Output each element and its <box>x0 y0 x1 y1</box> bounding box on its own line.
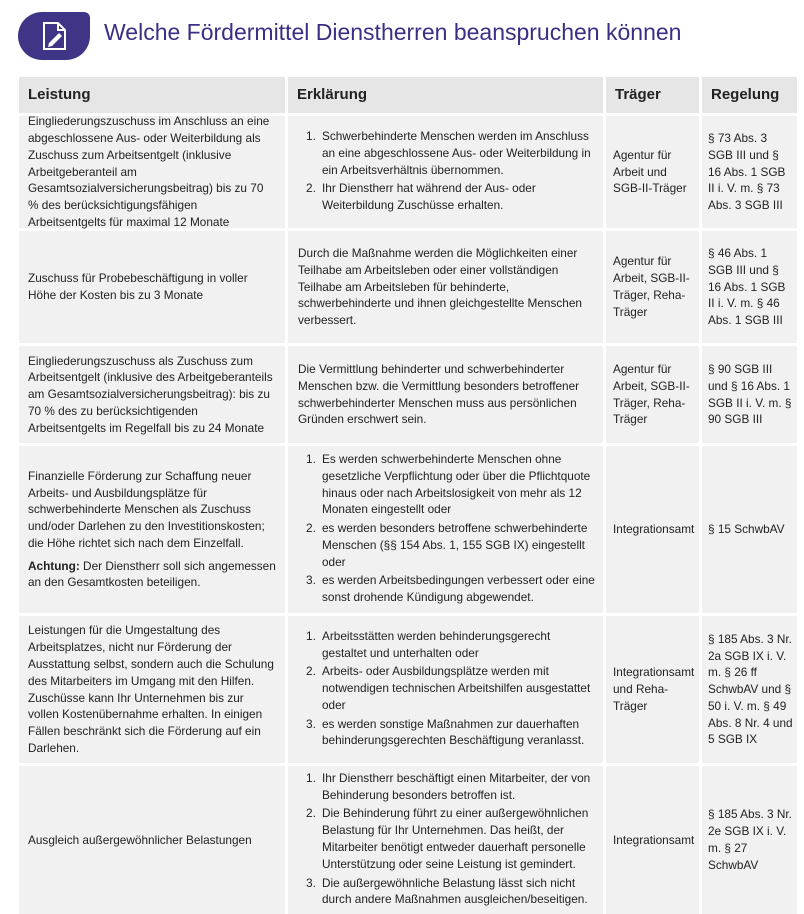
list-item: Ihr Dienstherr beschäftigt einen Mitarbeiter, der von Behinderung besonders betroffen ist. <box>322 770 591 802</box>
column-header-traeger: Träger <box>606 77 699 113</box>
erklaerung-cell <box>288 766 603 914</box>
condition-list <box>298 128 595 216</box>
erklaerung-cell: Die Vermittlung behinderter und schwerbehinderter Menschen bzw. die Vermittlung besonders betroffener schwerbehinderter Menschen muss aus persönlichen Gründen erschwert sein. <box>288 346 603 443</box>
leistung-cell: Eingliederungszuschuss als Zuschuss zum Arbeitsentgelt (inklusive des Arbeitgeberanteils am Gesamtsozialversicherungsbeitrag): bis zu 70 % des zu berücksichtigenden Arbeitsentgelts im Regelfall bis zu 24 Monate <box>19 346 285 443</box>
leistung-cell: Ausgleich außergewöhnlicher Belastungen <box>19 766 285 914</box>
regelung-cell: § 15 SchwbAV <box>702 446 797 613</box>
leistung-cell: Eingliederungszuschuss im Anschluss an eine abgeschlossene Aus- oder Weiterbildung als Zuschuss zum Arbeitsentgelt (inklusive Arbeitgeberanteil am Gesamtsozialversicherungsbeitrag) bis zu 70 % des berücksichtigungsfähigen Arbeitsentgelts für maximal 12 Monate <box>19 116 285 228</box>
list-item: es werden Arbeitsbedingungen verbessert oder eine sonst drohende Kündigung abgewendet. <box>322 573 595 605</box>
condition-list <box>298 628 595 752</box>
column-header-leistung: Leistung <box>19 77 285 113</box>
erklaerung-cell: Durch die Maßnahme werden die Möglichkeiten einer Teilhabe am Arbeitsleben oder einer vollständigen Teilhabe am Arbeitsleben für behinderte, schwerbehinderte und ihnen gleichgestellte Menschen verbessert. <box>288 231 603 343</box>
list-item: es werden sonstige Maßnahmen zur dauerhaften behinderungsgerechten Beschäftigung veranlasst. <box>322 716 585 748</box>
traeger-cell: Agentur für Arbeit, SGB-II-Träger, Reha-Träger <box>606 231 699 343</box>
page-header <box>0 0 804 70</box>
document-edit-icon <box>18 12 90 60</box>
leistung-cell: Zuschuss für Probebeschäftigung in voller Höhe der Kosten bis zu 3 Monate <box>19 231 285 343</box>
regelung-cell: § 90 SGB III und § 16 Abs. 1 SGB II i. V. m. § 90 SGB III <box>702 346 797 443</box>
list-item: Die Behinderung führt zu einer außergewöhnlichen Belastung für Ihr Unternehmen. Das heißt, der Mitarbeiter benötigt entweder dauerhaft personelle Unterstützung oder seine Leistung ist gemindert. <box>322 806 589 871</box>
list-item: Ihr Dienstherr hat während der Aus- oder Weiterbildung Zuschüsse erhalten. <box>322 181 536 213</box>
erklaerung-cell <box>288 446 603 613</box>
erklaerung-cell <box>288 116 603 228</box>
table-row <box>19 116 797 228</box>
traeger-cell: Integrationsamt <box>606 446 699 613</box>
condition-list <box>298 451 595 608</box>
traeger-cell: Agentur für Arbeit und SGB-II-Träger <box>606 116 699 228</box>
list-item: Schwerbehinderte Menschen werden im Anschluss an eine abgeschlossene Aus- oder Weiterbildung in ein Arbeitsverhältnis übernommen. <box>322 129 591 177</box>
note-text: Der Dienstherr soll sich angemessen an den Gesamtkosten beteiligen. <box>28 558 276 590</box>
regelung-cell: § 73 Abs. 3 SGB III und § 16 Abs. 1 SGB II i. V. m. § 73 Abs. 3 SGB III <box>702 116 797 228</box>
column-header-regelung: Regelung <box>702 77 797 113</box>
table-row <box>19 446 797 613</box>
table-row <box>19 346 797 443</box>
leistung-cell: Finanzielle Förderung zur Schaffung neuer Arbeits- und Ausbildungsplätze für schwerbehinderte Menschen als Zuschuss und/oder Darlehen zu den Investitionskosten; die Höhe richtet sich nach dem Einzelfall. Achtung: Der Dienstherr soll sich angemessen an den Gesamtkosten beteiligen. <box>19 446 285 613</box>
leistung-cell: Leistungen für die Umgestaltung des Arbeitsplatzes, nicht nur Förderung der Ausstattung selbst, sondern auch die Schulung des Mitarbeiters im Umgang mit den Hilfen. Zuschüsse kann Ihr Unternehmen bis zur vollen Kostenübernahme erhalten. In einigen Fällen beschränkt sich die Förderung auf ein Darlehen. <box>19 616 285 763</box>
regelung-cell: § 185 Abs. 3 Nr. 2a SGB IX i. V. m. § 26 ff SchwbAV und § 50 i. V. m. § 49 Abs. 8 Nr. 4 und 5 SGB IX <box>702 616 797 763</box>
note-label: Achtung: <box>28 558 80 573</box>
list-item: Die außergewöhnliche Belastung lässt sich nicht durch andere Maßnahmen ausgleichen/beseitigen. <box>322 875 588 907</box>
list-item: Arbeitsstätten werden behinderungsgerecht gestaltet und unterhalten oder <box>322 628 551 660</box>
column-header-erklaerung: Erklärung <box>288 77 603 113</box>
regelung-cell: § 46 Abs. 1 SGB III und § 16 Abs. 1 SGB II i. V. m. § 46 Abs. 1 SGB III <box>702 231 797 343</box>
note <box>28 558 276 592</box>
traeger-cell: Integrationsamt und Reha-Träger <box>606 616 699 763</box>
table-header-row <box>19 77 797 113</box>
page-title: Welche Fördermittel Dienstherren beanspruchen können <box>104 19 682 45</box>
condition-list <box>298 770 595 910</box>
erklaerung-cell <box>288 616 603 763</box>
list-item: Es werden schwerbehinderte Menschen ohne gesetzliche Verpflichtung oder über die Pflichtquote hinaus oder nach Arbeitslosigkeit von mehr als 12 Monaten eingestellt oder <box>322 451 591 517</box>
traeger-cell: Agentur für Arbeit, SGB-II-Träger, Reha-Träger <box>606 346 699 443</box>
list-item: es werden besonders betroffene schwerbehinderte Menschen (§§ 154 Abs. 1, 155 SGB IX) eingestellt oder <box>322 521 588 569</box>
regelung-cell: § 185 Abs. 3 Nr. 2e SGB IX i. V. m. § 27 SchwbAV <box>702 766 797 914</box>
list-item: Arbeits- oder Ausbildungsplätze werden mit notwendigen technischen Arbeitshilfen ausgestattet oder <box>322 664 591 712</box>
funding-table <box>19 77 797 914</box>
traeger-cell: Integrationsamt <box>606 766 699 914</box>
table-row <box>19 616 797 763</box>
table-row <box>19 766 797 914</box>
table-row <box>19 231 797 343</box>
